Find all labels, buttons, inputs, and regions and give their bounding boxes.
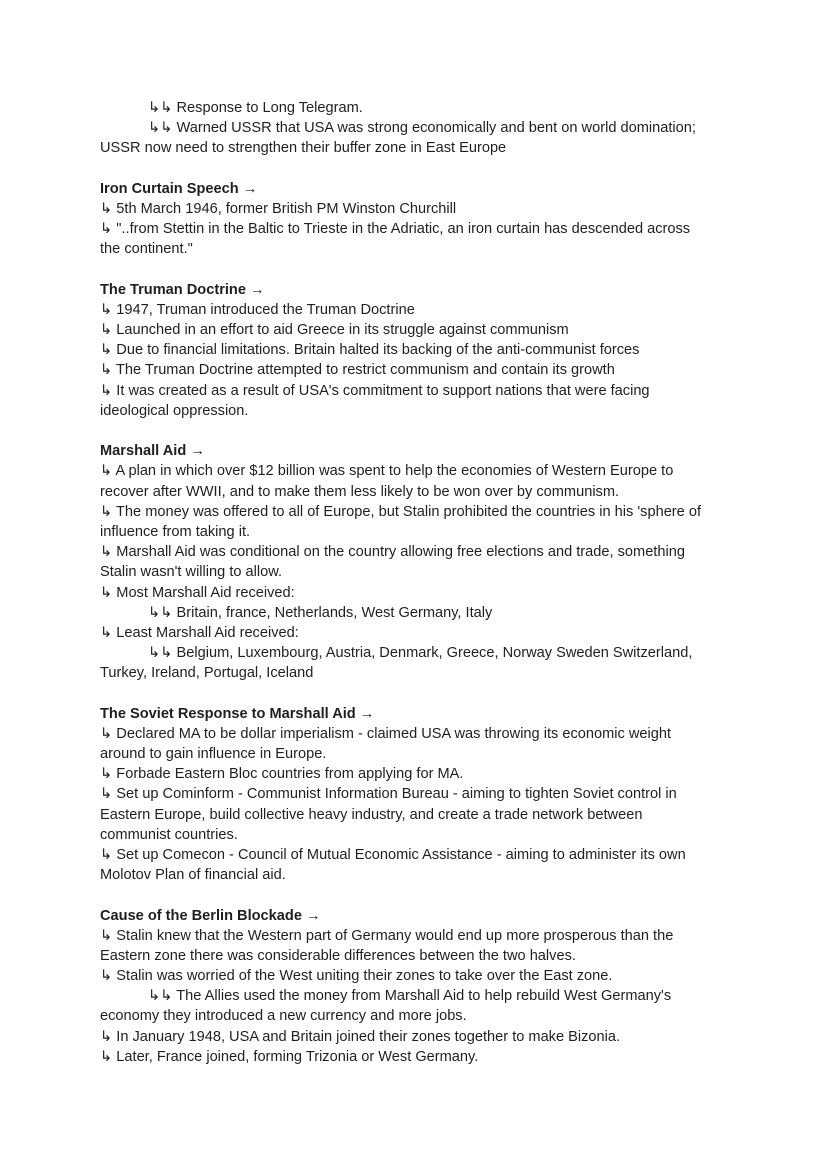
- text-line: Eastern Europe, build collective heavy industry, and create a trade network between: [100, 806, 643, 823]
- text-line: ↳ A plan in which over $12 billion was spent to help the economies of Western Europe to: [100, 463, 674, 480]
- text-line: ↳ Declared MA to be dollar imperialism - claimed USA was throwing its economic weight: [100, 725, 672, 742]
- text-line: ↳ Set up Comecon - Council of Mutual Economic Assistance - aiming to administer its own: [100, 846, 686, 863]
- paragraph-gap: [100, 683, 740, 703]
- text-line: ↳ 1947, Truman introduced the Truman Doctrine: [100, 301, 415, 318]
- paragraph-gap: [100, 421, 740, 441]
- text-line: ↳ Stalin was worried of the West uniting their zones to take over the East zone.: [100, 968, 613, 985]
- text-line: ↳ Stalin knew that the Western part of Germany would end up more prosperous than the: [100, 927, 674, 944]
- text-line: communist countries.: [100, 826, 238, 843]
- text-line: ↳ "..from Stettin in the Baltic to Trieste in the Adriatic, an iron curtain has descended across: [100, 221, 691, 238]
- section-heading: Iron Curtain Speech →: [100, 180, 258, 197]
- text-line: ideological oppression.: [100, 402, 249, 419]
- text-line: ↳ In January 1948, USA and Britain joined their zones together to make Bizonia.: [100, 1028, 621, 1045]
- paragraph-gap: [100, 159, 740, 179]
- text-line: influence from taking it.: [100, 523, 251, 540]
- section-heading: The Soviet Response to Marshall Aid →: [100, 705, 375, 722]
- sub-bullet-line: ↳↳ The Allies used the money from Marshall Aid to help rebuild West Germany's: [148, 988, 672, 1005]
- text-line: ↳ The money was offered to all of Europe, but Stalin prohibited the countries in his 'sphere of: [100, 503, 702, 520]
- text-line: around to gain influence in Europe.: [100, 746, 327, 762]
- text-line: economy they introduced a new currency and more jobs.: [100, 1008, 467, 1025]
- text-line: Stalin wasn't willing to allow.: [100, 564, 283, 581]
- text-line: ↳ Due to financial limitations. Britain halted its backing of the anti-communist forces: [100, 342, 640, 359]
- text-line: ↳ 5th March 1946, former British PM Winston Churchill: [100, 200, 457, 217]
- section-heading: The Truman Doctrine →: [100, 281, 265, 298]
- text-line: ↳ Set up Cominform - Communist Information Bureau - aiming to tighten Soviet control in: [100, 786, 677, 803]
- text-line: ↳ The Truman Doctrine attempted to restrict communism and contain its growth: [100, 362, 615, 379]
- paragraph-gap: [100, 885, 740, 905]
- text-line: USSR now need to strengthen their buffer zone in East Europe: [100, 140, 507, 157]
- text-line: Molotov Plan of financial aid.: [100, 867, 286, 884]
- text-line: Turkey, Ireland, Portugal, Iceland: [100, 665, 314, 682]
- text-line: ↳ Launched in an effort to aid Greece in its struggle against communism: [100, 322, 569, 339]
- paragraph-gap: [100, 260, 740, 280]
- text-line: ↳ It was created as a result of USA's commitment to support nations that were facing: [100, 382, 650, 399]
- sub-bullet-line: ↳↳ Britain, france, Netherlands, West Germany, Italy: [148, 604, 493, 621]
- section-heading: Marshall Aid →: [100, 443, 205, 460]
- text-line: ↳ Forbade Eastern Bloc countries from applying for MA.: [100, 766, 464, 783]
- text-line: Eastern zone there was considerable differences between the two halves.: [100, 947, 576, 964]
- text-line: ↳ Later, France joined, forming Trizonia or West Germany.: [100, 1048, 479, 1065]
- sub-bullet-line: ↳↳ Belgium, Luxembourg, Austria, Denmark, Greece, Norway Sweden Switzerland,: [148, 645, 693, 662]
- sub-bullet-line: ↳↳ Warned USSR that USA was strong economically and bent on world domination;: [148, 120, 696, 137]
- text-line: ↳ Marshall Aid was conditional on the country allowing free elections and trade, something: [100, 544, 685, 561]
- sub-bullet-line: ↳↳ Response to Long Telegram.: [148, 100, 363, 116]
- text-line: the continent.": [100, 241, 193, 258]
- section-heading: Cause of the Berlin Blockade →: [100, 907, 321, 924]
- document-page: [100, 98, 740, 1067]
- text-line: ↳ Most Marshall Aid received:: [100, 584, 295, 601]
- text-line: ↳ Least Marshall Aid received:: [100, 624, 299, 641]
- text-line: recover after WWII, and to make them less likely to be won over by communism.: [100, 483, 620, 500]
